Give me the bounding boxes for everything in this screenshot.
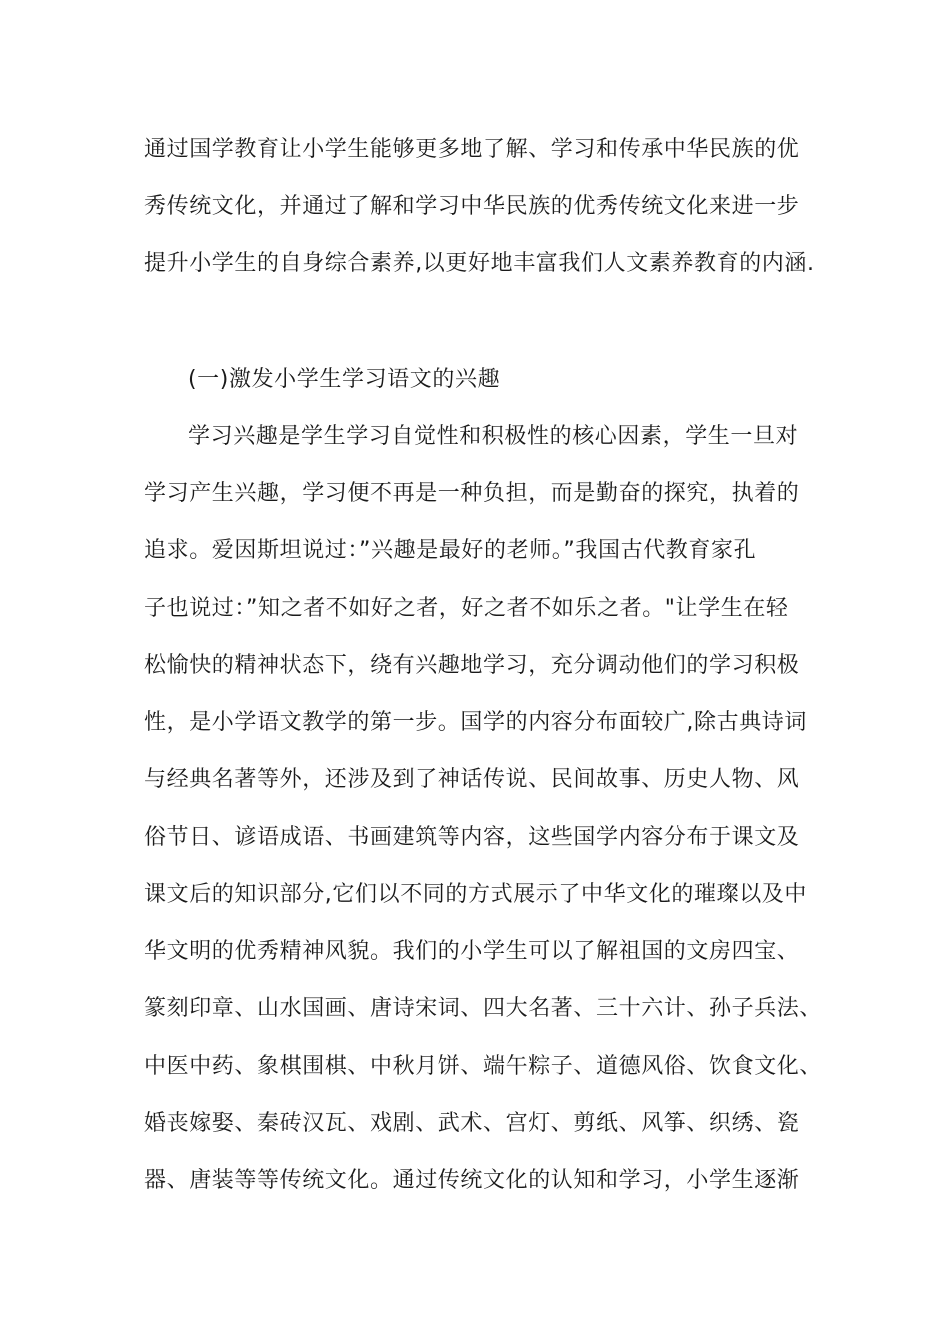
paragraph-line: 与经典名著等外，还涉及到了神话传说、民间故事、历史人物、风 bbox=[144, 767, 800, 792]
paragraph-line: 课文后的知识部分,它们以不同的方式展示了中华文化的璀璨以及中 bbox=[144, 882, 807, 907]
paragraph-line: 秀传统文化，并通过了解和学习中华民族的优秀传统文化来进一步 bbox=[144, 194, 800, 219]
paragraph-line: 追求。爱因斯坦说过：”兴趣是最好的老师。”我国古代教育家孔 bbox=[144, 538, 757, 563]
paragraph-line: 华文明的优秀精神风貌。我们的小学生可以了解祖国的文房四宝、 bbox=[144, 939, 800, 964]
paragraph-line: 中医中药、象棋围棋、中秋月饼、端午粽子、道德风俗、饮食文化、 bbox=[144, 1054, 823, 1079]
paragraph-line: 俗节日、谚语成语、书画建筑等内容，这些国学内容分布于课文及 bbox=[144, 825, 800, 850]
section-heading: (一)激发小学生学习语文的兴趣 bbox=[188, 367, 501, 392]
paragraph-line: 学习兴趣是学生学习自觉性和积极性的核心因素，学生一旦对 bbox=[188, 424, 799, 449]
paragraph-line: 性，是小学语文教学的第一步。国学的内容分布面较广,除古典诗词 bbox=[144, 710, 807, 735]
paragraph-line: 提升小学生的自身综合素养,以更好地丰富我们人文素养教育的内涵. bbox=[144, 251, 815, 276]
paragraph-line: 学习产生兴趣，学习便不再是一种负担，而是勤奋的探究，执着的 bbox=[144, 481, 800, 506]
paragraph-line: 器、唐装等等传统文化。通过传统文化的认知和学习，小学生逐渐 bbox=[144, 1168, 800, 1193]
paragraph-line: 松愉快的精神状态下，绕有兴趣地学习，充分调动他们的学习积极 bbox=[144, 653, 800, 678]
paragraph-line: 子也说过：”知之者不如好之者，好之者不如乐之者。"让学生在轻 bbox=[144, 596, 789, 621]
paragraph-line: 通过国学教育让小学生能够更多地了解、学习和传承中华民族的优 bbox=[144, 137, 800, 162]
paragraph-line: 篆刻印章、山水国画、唐诗宋词、四大名著、三十六计、孙子兵法、 bbox=[144, 996, 823, 1021]
paragraph-line: 婚丧嫁娶、秦砖汉瓦、戏剧、武术、宫灯、剪纸、风筝、织绣、瓷 bbox=[144, 1111, 800, 1136]
